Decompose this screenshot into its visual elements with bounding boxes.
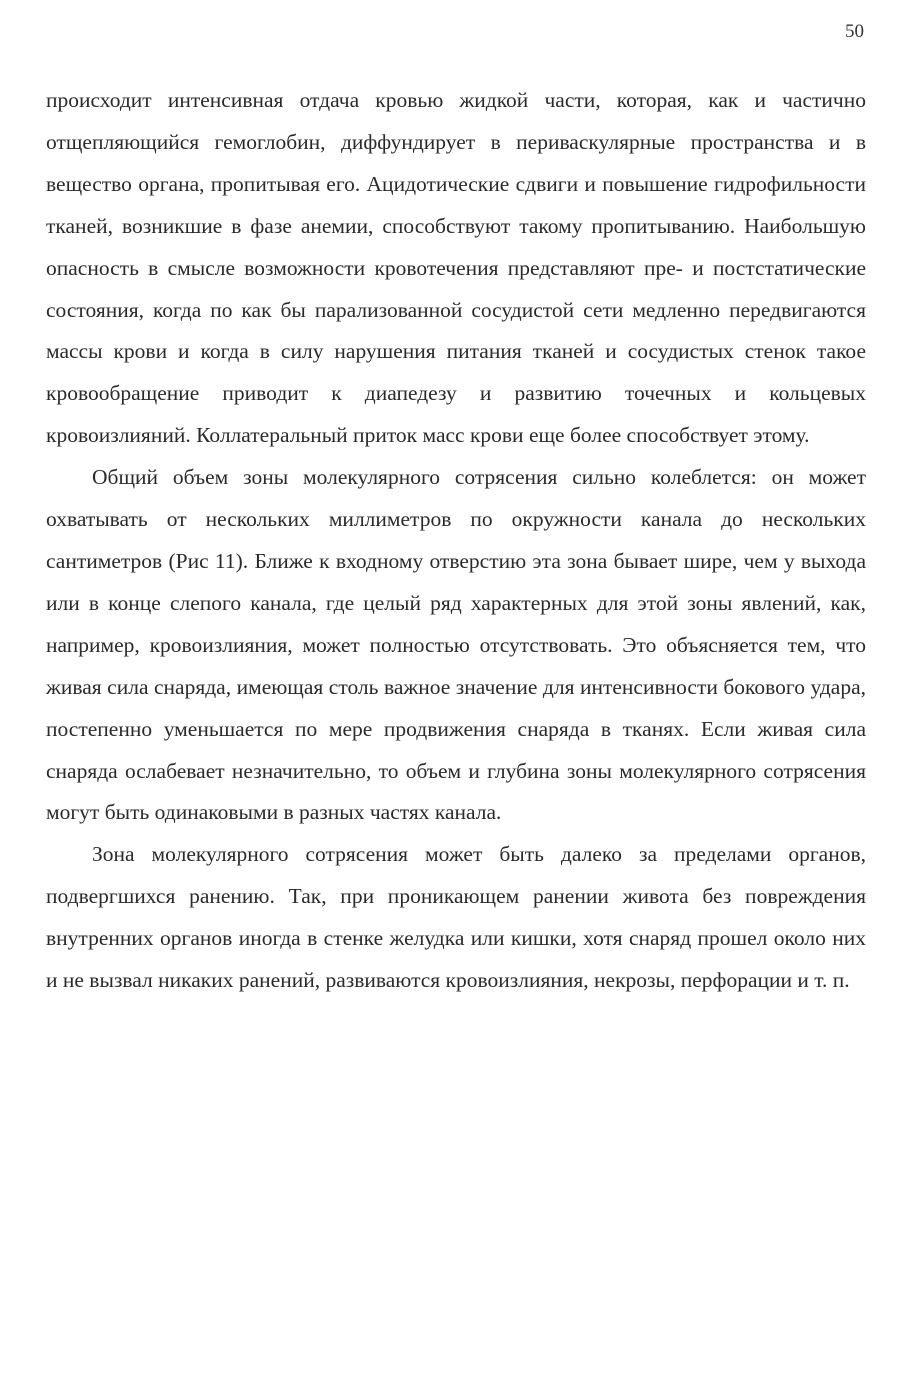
paragraph-3: Зона молекулярного сотрясения может быть далеко за пределами органов, подвергшихся ранению. Так, при проникающем ранении живота без повреждения внутренних органов иногда в стенке желудка или кишки, хотя снаряд прошел около них и не вызвал никаких ранений, развиваются кровоизлияния, некрозы, перфорации и т. п. <box>46 842 866 993</box>
document-body <box>46 80 866 1002</box>
paragraph-2: Общий объем зоны молекулярного сотрясения сильно колеблется: он может охватывать от нескольких миллиметров по окружности канала до нескольких сантиметров (Рис 11). Ближе к входному отверстию эта зона бывает шире, чем у выхода или в конце слепого канала, где целый ряд характерных для этой зоны явлений, как, например, кровоизлияния, может полностью отсутствовать. Это объясняется тем, что живая сила снаряда, имеющая столь важное значение для интенсивности бокового удара, постепенно уменьшается по мере продвижения снаряда в тканях. Если живая сила снаряда ослабевает незначительно, то объем и глубина зоны молекулярного сотрясения могут быть одинаковыми в разных частях канала. <box>46 465 866 825</box>
page-number: 50 <box>845 21 864 42</box>
paragraph-1: происходит интенсивная отдача кровью жидкой части, которая, как и частично отщепляющийся гемоглобин, диффундирует в периваскулярные пространства и в вещество органа, пропитывая его. Ацидотические сдвиги и повышение гидрофильности тканей, возникшие в фазе анемии, способствуют такому пропитыванию. Наибольшую опасность в смысле возможности кровотечения представляют пре- и постстатические состояния, когда по как бы парализованной сосудистой сети медленно передвигаются массы крови и когда в силу нарушения питания тканей и сосудистых стенок такое кровообращение приводит к диапедезу и развитию точечных и кольцевых кровоизлияний. Коллатеральный приток масс крови еще более способствует этому. <box>46 88 866 448</box>
